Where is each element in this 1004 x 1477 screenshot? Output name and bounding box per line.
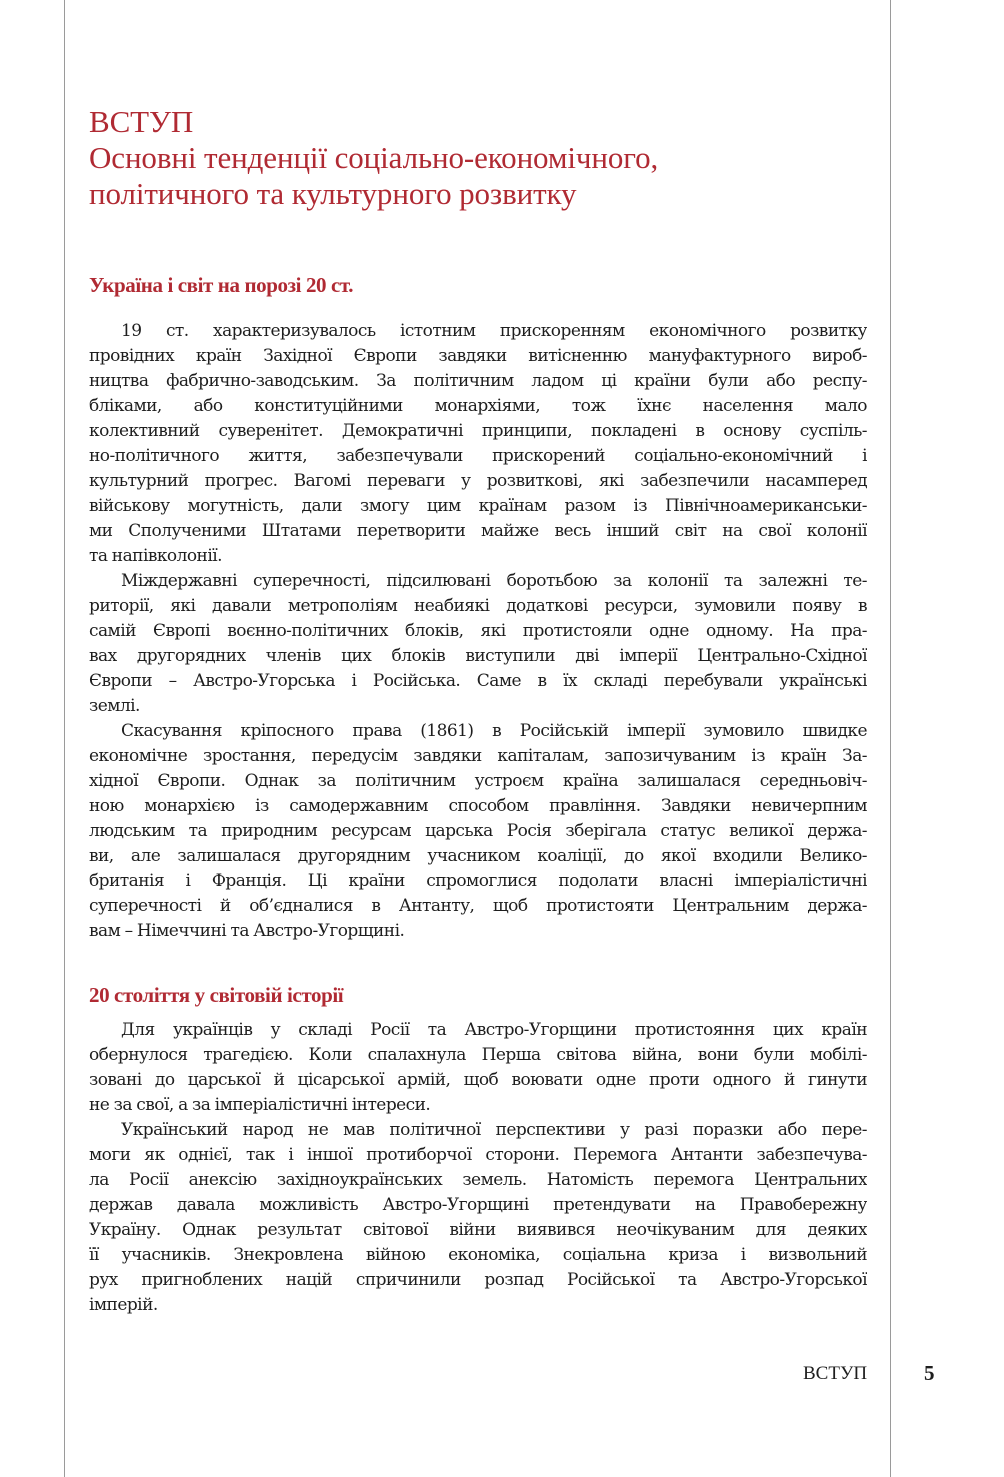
chapter-label: ВСТУП xyxy=(89,104,194,139)
paragraph-line: 19 ст. характеризувалось істотним прискоренням економічного розвитку xyxy=(121,321,867,341)
chapter-title xyxy=(89,104,869,212)
paragraph-line: суперечності й об’єдналися в Антанту, щоб протистояти Центральним держа- xyxy=(89,896,867,916)
paragraph-line: економічне зростання, передусім завдяки капіталам, запозичуваним із країн За- xyxy=(89,746,867,766)
paragraph-line: культурний прогрес. Вагомі переваги у розвиткові, які забезпечили насамперед xyxy=(89,471,867,491)
paragraph-line: рух пригноблених націй спричинили розпад Російської та Австро-Угорської xyxy=(89,1270,867,1290)
paragraph-line: ною монархією із самодержавним способом правління. Завдяки невичерпним xyxy=(89,796,867,816)
paragraph-line: ми Сполученими Штатами перетворити майже весь інший світ на свої колонії xyxy=(89,521,867,541)
paragraph-line: імперій. xyxy=(89,1295,158,1315)
section-body xyxy=(89,1018,867,1318)
paragraph-line: Український народ не мав політичної перспективи у разі поразки або пере- xyxy=(121,1120,867,1140)
left-margin-rule xyxy=(64,0,65,1477)
paragraph-line: Міждержавні суперечності, підсилювані боротьбою за колонії та залежні те- xyxy=(121,571,867,591)
paragraph-line: не за свої, а за імперіалістичні інтереси. xyxy=(89,1095,431,1115)
paragraph-line: землі. xyxy=(89,696,140,716)
paragraph-line: провідних країн Західної Європи завдяки витісненню мануфактурного вироб- xyxy=(89,346,867,366)
paragraph-line: Європи – Австро-Угорська і Російська. Саме в їх складі перебували українські xyxy=(89,671,867,691)
section-heading: Україна і світ на порозі 20 ст. xyxy=(89,273,354,297)
paragraph-line: Скасування кріпосного права (1861) в Російській імперії зумовило швидке xyxy=(121,721,867,741)
paragraph-line: хідної Європи. Однак за політичним устроєм країна залишалася середньовіч- xyxy=(89,771,867,791)
paragraph-line: но-політичного життя, забезпечували прискорений соціально-економічний і xyxy=(89,446,867,466)
paragraph-line: вам – Німеччині та Австро-Угорщині. xyxy=(89,921,405,941)
paragraph-line: британія і Франція. Ці країни спромоглися подолати власні імперіалістичні xyxy=(89,871,867,891)
paragraph-line: військову могутність, дали змогу цим країнам разом із Північноамериканськи- xyxy=(89,496,867,516)
paragraph-line: колективний суверенітет. Демократичні принципи, покладені в основу суспіль- xyxy=(89,421,867,441)
page-number: 5 xyxy=(924,1361,935,1385)
paragraph-line: моги як однієї, так і іншої протиборчої сторони. Перемога Антанти забезпечува- xyxy=(89,1145,867,1165)
paragraph-line: риторії, які давали метрополіям неабиякі додаткові ресурси, зумовили появу в xyxy=(89,596,867,616)
paragraph-line: ви, але залишалася другорядним учасником коаліції, до якої входили Велико- xyxy=(89,846,867,866)
paragraph-line: ла Росії анексію західноукраїнських земель. Натомість перемога Центральних xyxy=(89,1170,867,1190)
chapter-subtitle-line: Основні тенденції соціально-економічного, xyxy=(89,140,659,175)
running-footer-label: ВСТУП xyxy=(803,1363,868,1384)
right-margin-rule xyxy=(890,0,891,1477)
paragraph-line: самій Європі воєнно-політичних блоків, які протистояли одне одному. На пра- xyxy=(89,621,867,641)
paragraph-line: Для українців у складі Росії та Австро-Угорщини протистояння цих країн xyxy=(121,1020,867,1040)
section-body xyxy=(89,319,867,944)
section-heading: 20 століття у світовій історії xyxy=(89,983,344,1007)
paragraph-line: зовані до царської й цісарської армій, щоб воювати одне проти одного й гинути xyxy=(89,1070,867,1090)
paragraph-line: людським та природним ресурсам царська Росія зберігала статус великої держа- xyxy=(89,821,867,841)
chapter-subtitle-line: політичного та культурного розвитку xyxy=(89,176,577,211)
paragraph-line: Україну. Однак результат світової війни виявився неочікуваним для деяких xyxy=(89,1220,867,1240)
paragraph-line: бліками, або конституційними монархіями, тож їхнє населення мало xyxy=(89,396,867,416)
paragraph-line: вах другорядних членів цих блоків виступили дві імперії Центрально-Східної xyxy=(89,646,867,666)
paragraph-line: обернулося трагедією. Коли спалахнула Перша світова війна, вони були мобілі- xyxy=(89,1045,867,1065)
paragraph-line: держав давала можливість Австро-Угорщині претендувати на Правобережну xyxy=(89,1195,867,1215)
paragraph-line: ництва фабрично-заводським. За політичним ладом ці країни були або респу- xyxy=(89,371,867,391)
paragraph-line: та напівколонії. xyxy=(89,546,222,566)
paragraph-line: її учасників. Знекровлена війною економіка, соціальна криза і визвольний xyxy=(89,1245,867,1265)
